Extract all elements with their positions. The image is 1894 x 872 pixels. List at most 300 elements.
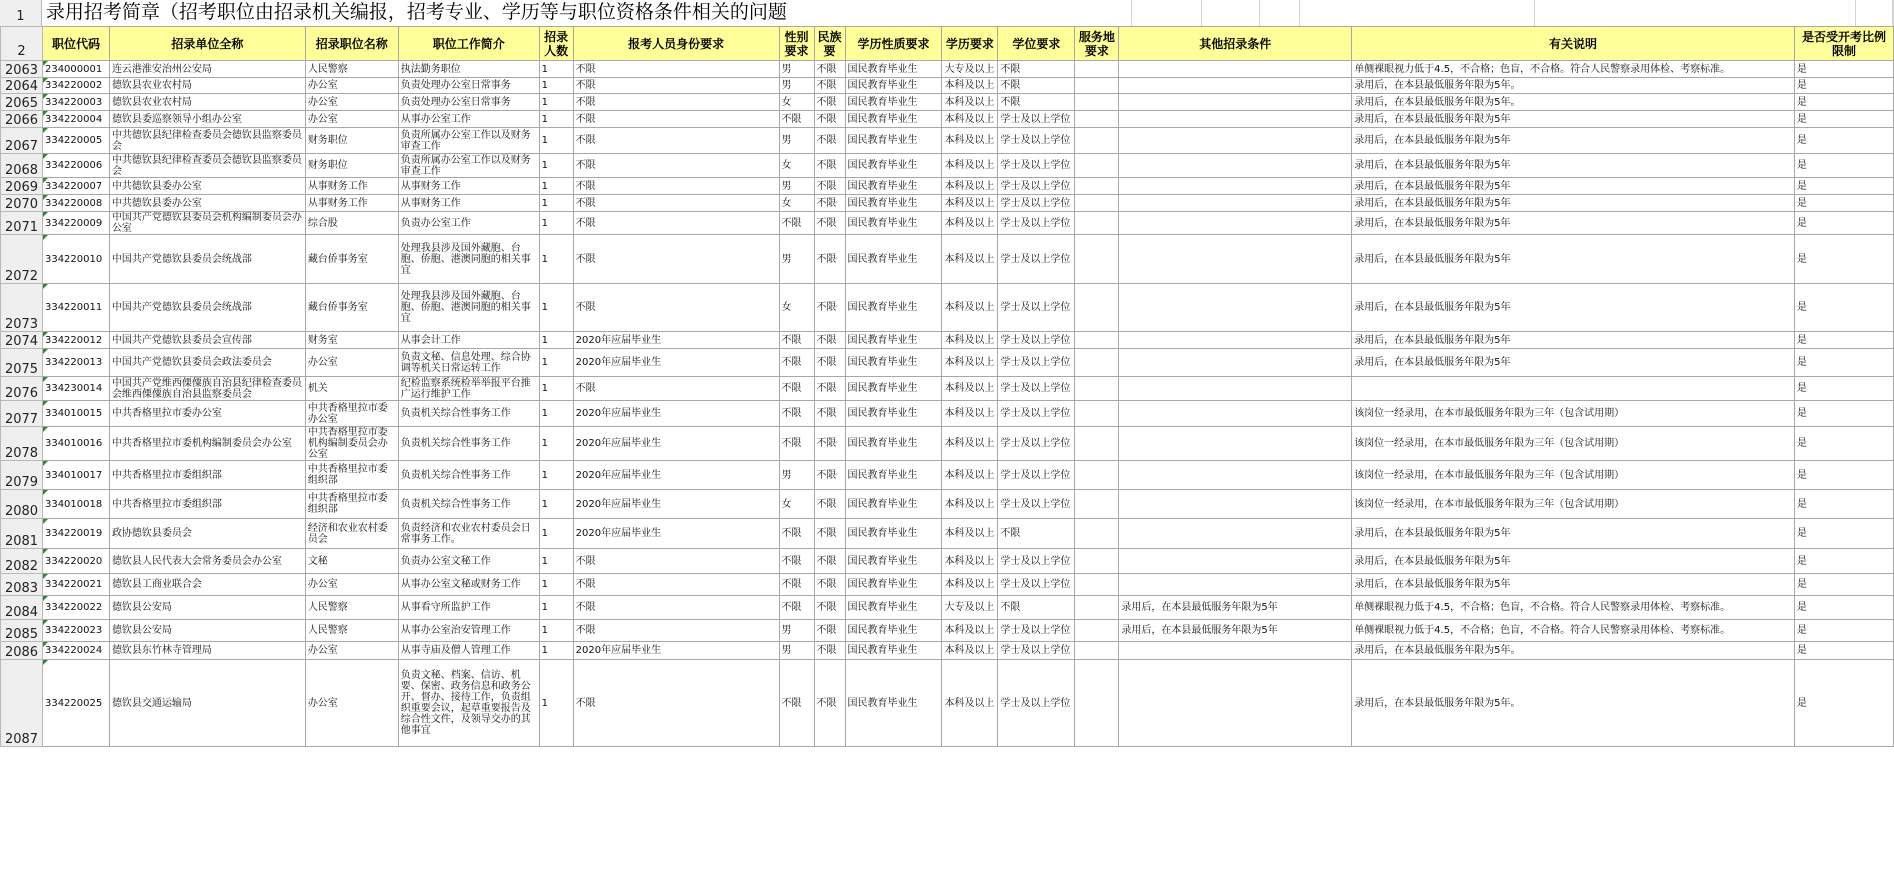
cell-service-area[interactable] xyxy=(1075,94,1119,111)
cell-other[interactable] xyxy=(1119,574,1352,596)
cell-code[interactable]: 334220004 xyxy=(42,111,109,128)
cell-ratio[interactable]: 是 xyxy=(1794,332,1893,349)
cell-count[interactable]: 1 xyxy=(539,178,573,195)
cell-ratio[interactable]: 是 xyxy=(1794,620,1893,642)
cell-duties[interactable]: 负责机关综合性事务工作 xyxy=(398,427,539,461)
cell-code[interactable]: 334220006 xyxy=(42,154,109,178)
cell-gender[interactable]: 男 xyxy=(779,128,814,154)
cell-degree[interactable]: 学士及以上学位 xyxy=(998,620,1075,642)
cell-identity[interactable]: 2020年应届毕业生 xyxy=(573,461,779,490)
cell-duties[interactable]: 负责办公室工作 xyxy=(398,212,539,235)
cell-gender[interactable]: 男 xyxy=(779,235,814,284)
cell-identity[interactable]: 2020年应届毕业生 xyxy=(573,349,779,377)
cell-unit[interactable]: 政协德钦县委员会 xyxy=(109,519,305,549)
cell-code[interactable]: 334220023 xyxy=(42,620,109,642)
cell-unit[interactable]: 德钦县人民代表大会常务委员会办公室 xyxy=(109,549,305,574)
cell-code[interactable]: 334010018 xyxy=(42,490,109,519)
cell-notes[interactable]: 录用后，在本县最低服务年限为5年。 xyxy=(1352,660,1795,747)
cell-position[interactable]: 综合股 xyxy=(305,212,398,235)
cell-edu-type[interactable]: 国民教育毕业生 xyxy=(845,401,942,427)
cell-ratio[interactable]: 是 xyxy=(1794,377,1893,401)
cell-edu-type[interactable]: 国民教育毕业生 xyxy=(845,574,942,596)
cell-unit[interactable]: 连云港淮安治州公安局 xyxy=(109,61,305,78)
cell-edu-level[interactable]: 本科及以上 xyxy=(942,154,998,178)
cell-count[interactable]: 1 xyxy=(539,332,573,349)
cell-ratio[interactable]: 是 xyxy=(1794,519,1893,549)
cell-code[interactable]: 334220013 xyxy=(42,349,109,377)
cell-ethnicity[interactable]: 不限 xyxy=(814,111,845,128)
cell-code[interactable]: 334220024 xyxy=(42,642,109,660)
cell-service-area[interactable] xyxy=(1075,61,1119,78)
cell-other[interactable]: 录用后，在本县最低服务年限为5年 xyxy=(1119,620,1352,642)
cell-unit[interactable]: 中国共产党德钦县委员会统战部 xyxy=(109,284,305,332)
cell-ethnicity[interactable]: 不限 xyxy=(814,178,845,195)
row-number[interactable]: 2077 xyxy=(1,401,43,427)
cell-edu-level[interactable]: 本科及以上 xyxy=(942,212,998,235)
cell-code[interactable]: 334010017 xyxy=(42,461,109,490)
row-number[interactable]: 2070 xyxy=(1,195,43,212)
cell-count[interactable]: 1 xyxy=(539,549,573,574)
cell-duties[interactable]: 负责机关综合性事务工作 xyxy=(398,401,539,427)
row-number[interactable]: 2082 xyxy=(1,549,43,574)
cell-duties[interactable]: 从事财务工作 xyxy=(398,195,539,212)
cell-other[interactable] xyxy=(1119,61,1352,78)
cell-notes[interactable]: 录用后，在本县最低服务年限为5年 xyxy=(1352,195,1795,212)
cell-edu-level[interactable]: 本科及以上 xyxy=(942,427,998,461)
row-number[interactable]: 2071 xyxy=(1,212,43,235)
sheet-title[interactable]: 录用招考简章（招考职位由招录机关编报，招考专业、学历等与职位资格条件相关的问题 xyxy=(42,0,1132,26)
cell-other[interactable] xyxy=(1119,235,1352,284)
cell-code[interactable]: 334220012 xyxy=(42,332,109,349)
cell-code[interactable]: 234000001 xyxy=(42,61,109,78)
cell-identity[interactable]: 2020年应届毕业生 xyxy=(573,401,779,427)
cell-gender[interactable]: 不限 xyxy=(779,111,814,128)
cell-code[interactable]: 334220009 xyxy=(42,212,109,235)
row-number[interactable]: 2073 xyxy=(1,284,43,332)
cell-position[interactable]: 办公室 xyxy=(305,642,398,660)
cell-count[interactable]: 1 xyxy=(539,128,573,154)
cell-edu-type[interactable]: 国民教育毕业生 xyxy=(845,549,942,574)
cell-identity[interactable]: 不限 xyxy=(573,596,779,620)
cell-count[interactable]: 1 xyxy=(539,660,573,747)
cell-count[interactable]: 1 xyxy=(539,461,573,490)
row-number[interactable]: 2078 xyxy=(1,427,43,461)
cell-notes[interactable]: 录用后，在本县最低服务年限为5年 xyxy=(1352,212,1795,235)
cell-ratio[interactable]: 是 xyxy=(1794,427,1893,461)
cell-ethnicity[interactable]: 不限 xyxy=(814,284,845,332)
cell-identity[interactable]: 不限 xyxy=(573,574,779,596)
cell-gender[interactable]: 男 xyxy=(779,620,814,642)
cell-ethnicity[interactable]: 不限 xyxy=(814,195,845,212)
cell-other[interactable] xyxy=(1119,78,1352,94)
cell-edu-level[interactable]: 本科及以上 xyxy=(942,78,998,94)
cell-position[interactable]: 中共香格里拉市委机构编制委员会办公室 xyxy=(305,427,398,461)
cell-ratio[interactable]: 是 xyxy=(1794,154,1893,178)
col-header-other[interactable]: 其他招录条件 xyxy=(1119,27,1352,61)
cell-ratio[interactable]: 是 xyxy=(1794,549,1893,574)
cell-service-area[interactable] xyxy=(1075,78,1119,94)
cell-code[interactable]: 334220020 xyxy=(42,549,109,574)
cell-position[interactable]: 办公室 xyxy=(305,349,398,377)
cell-ethnicity[interactable]: 不限 xyxy=(814,461,845,490)
cell-code[interactable]: 334220011 xyxy=(42,284,109,332)
cell-degree[interactable]: 不限 xyxy=(998,78,1075,94)
cell-duties[interactable]: 负责办公室文秘工作 xyxy=(398,549,539,574)
cell-degree[interactable]: 学士及以上学位 xyxy=(998,235,1075,284)
cell-position[interactable]: 中共香格里拉市委组织部 xyxy=(305,490,398,519)
cell-code[interactable]: 334220002 xyxy=(42,78,109,94)
cell-edu-type[interactable]: 国民教育毕业生 xyxy=(845,519,942,549)
cell-degree[interactable]: 学士及以上学位 xyxy=(998,195,1075,212)
cell-degree[interactable]: 学士及以上学位 xyxy=(998,332,1075,349)
cell-edu-level[interactable]: 本科及以上 xyxy=(942,660,998,747)
cell-edu-level[interactable]: 本科及以上 xyxy=(942,284,998,332)
cell-position[interactable]: 藏台侨事务室 xyxy=(305,235,398,284)
cell-count[interactable]: 1 xyxy=(539,235,573,284)
cell-unit[interactable]: 中共香格里拉市委办公室 xyxy=(109,401,305,427)
cell-ethnicity[interactable]: 不限 xyxy=(814,61,845,78)
cell-edu-type[interactable]: 国民教育毕业生 xyxy=(845,620,942,642)
row-number[interactable]: 2080 xyxy=(1,490,43,519)
row-number[interactable]: 1 xyxy=(0,0,42,26)
cell-ratio[interactable]: 是 xyxy=(1794,94,1893,111)
col-header-code[interactable]: 职位代码 xyxy=(42,27,109,61)
cell-code[interactable]: 334220010 xyxy=(42,235,109,284)
cell-edu-level[interactable]: 本科及以上 xyxy=(942,128,998,154)
cell-identity[interactable]: 不限 xyxy=(573,78,779,94)
cell-notes[interactable]: 录用后，在本县最低服务年限为5年 xyxy=(1352,154,1795,178)
cell-identity[interactable]: 不限 xyxy=(573,195,779,212)
col-header-edu-type[interactable]: 学历性质要求 xyxy=(845,27,942,61)
cell-unit[interactable]: 中国共产党德钦县委员会统战部 xyxy=(109,235,305,284)
cell-ratio[interactable]: 是 xyxy=(1794,401,1893,427)
cell-ratio[interactable]: 是 xyxy=(1794,642,1893,660)
cell-count[interactable]: 1 xyxy=(539,154,573,178)
cell-notes[interactable]: 录用后，在本县最低服务年限为5年 xyxy=(1352,519,1795,549)
cell-duties[interactable]: 负责处理办公室日常事务 xyxy=(398,78,539,94)
cell-service-area[interactable] xyxy=(1075,128,1119,154)
cell-edu-type[interactable]: 国民教育毕业生 xyxy=(845,660,942,747)
row-number[interactable]: 2069 xyxy=(1,178,43,195)
cell-unit[interactable]: 德钦县公安局 xyxy=(109,596,305,620)
cell-notes[interactable]: 录用后，在本县最低服务年限为5年 xyxy=(1352,284,1795,332)
cell-duties[interactable]: 负责文秘、档案、信访、机要、保密、政务信息和政务公开、督办、接待工作，负责组织重要会议，起草重要报告及综合性文件，及领导交办的其他事宜 xyxy=(398,660,539,747)
cell-position[interactable]: 藏台侨事务室 xyxy=(305,284,398,332)
cell-service-area[interactable] xyxy=(1075,427,1119,461)
cell-edu-type[interactable]: 国民教育毕业生 xyxy=(845,235,942,284)
cell-edu-type[interactable]: 国民教育毕业生 xyxy=(845,61,942,78)
cell-degree[interactable]: 学士及以上学位 xyxy=(998,490,1075,519)
cell-edu-type[interactable]: 国民教育毕业生 xyxy=(845,490,942,519)
cell-position[interactable]: 文秘 xyxy=(305,549,398,574)
cell-other[interactable] xyxy=(1119,660,1352,747)
cell-notes[interactable]: 单侧裸眼视力低于4.5，不合格；色盲，不合格。符合人民警察录用体检、考察标准。 xyxy=(1352,596,1795,620)
cell-duties[interactable]: 从事看守所监护工作 xyxy=(398,596,539,620)
cell-degree[interactable]: 学士及以上学位 xyxy=(998,549,1075,574)
cell-degree[interactable]: 学士及以上学位 xyxy=(998,401,1075,427)
cell-other[interactable] xyxy=(1119,377,1352,401)
col-header-position[interactable]: 招录职位名称 xyxy=(305,27,398,61)
cell-other[interactable] xyxy=(1119,642,1352,660)
cell-count[interactable]: 1 xyxy=(539,596,573,620)
cell-notes[interactable]: 该岗位一经录用，在本市最低服务年限为三年（包含试用期） xyxy=(1352,490,1795,519)
cell-notes[interactable]: 录用后，在本县最低服务年限为5年 xyxy=(1352,574,1795,596)
cell-ethnicity[interactable]: 不限 xyxy=(814,401,845,427)
cell-count[interactable]: 1 xyxy=(539,195,573,212)
cell-identity[interactable]: 2020年应届毕业生 xyxy=(573,332,779,349)
cell-other[interactable] xyxy=(1119,128,1352,154)
cell-unit[interactable]: 中国共产党德钦县委员会宣传部 xyxy=(109,332,305,349)
cell-other[interactable] xyxy=(1119,427,1352,461)
col-header-service-area[interactable]: 服务地要求 xyxy=(1075,27,1119,61)
cell-service-area[interactable] xyxy=(1075,549,1119,574)
col-header-edu-level[interactable]: 学历要求 xyxy=(942,27,998,61)
cell-code[interactable]: 334230014 xyxy=(42,377,109,401)
cell-duties[interactable]: 执法勤务职位 xyxy=(398,61,539,78)
cell-identity[interactable]: 不限 xyxy=(573,61,779,78)
cell-unit[interactable]: 德钦县农业农村局 xyxy=(109,94,305,111)
cell-edu-type[interactable]: 国民教育毕业生 xyxy=(845,642,942,660)
cell-service-area[interactable] xyxy=(1075,111,1119,128)
cell-unit[interactable]: 中共德钦县委办公室 xyxy=(109,178,305,195)
cell-code[interactable]: 334220007 xyxy=(42,178,109,195)
cell-ratio[interactable]: 是 xyxy=(1794,660,1893,747)
cell-identity[interactable]: 2020年应届毕业生 xyxy=(573,519,779,549)
cell-notes[interactable]: 录用后，在本县最低服务年限为5年。 xyxy=(1352,94,1795,111)
cell-code[interactable]: 334010016 xyxy=(42,427,109,461)
cell-edu-level[interactable]: 本科及以上 xyxy=(942,94,998,111)
cell-count[interactable]: 1 xyxy=(539,284,573,332)
cell-service-area[interactable] xyxy=(1075,154,1119,178)
cell-identity[interactable]: 2020年应届毕业生 xyxy=(573,642,779,660)
cell-other[interactable] xyxy=(1119,212,1352,235)
cell-code[interactable]: 334220025 xyxy=(42,660,109,747)
cell-degree[interactable]: 不限 xyxy=(998,596,1075,620)
cell-position[interactable]: 财务室 xyxy=(305,332,398,349)
cell-gender[interactable]: 不限 xyxy=(779,660,814,747)
cell-duties[interactable]: 处理我县涉及国外藏胞、台胞、侨胞、港澳同胞的相关事宜 xyxy=(398,235,539,284)
cell-count[interactable]: 1 xyxy=(539,212,573,235)
cell-edu-level[interactable]: 本科及以上 xyxy=(942,574,998,596)
cell-position[interactable]: 机关 xyxy=(305,377,398,401)
cell-code[interactable]: 334220003 xyxy=(42,94,109,111)
cell-degree[interactable]: 不限 xyxy=(998,61,1075,78)
row-number[interactable]: 2085 xyxy=(1,620,43,642)
cell-notes[interactable]: 录用后，在本县最低服务年限为5年。 xyxy=(1352,78,1795,94)
cell-ratio[interactable]: 是 xyxy=(1794,78,1893,94)
cell-service-area[interactable] xyxy=(1075,178,1119,195)
cell-position[interactable]: 财务职位 xyxy=(305,128,398,154)
cell-edu-level[interactable]: 本科及以上 xyxy=(942,332,998,349)
cell-ethnicity[interactable]: 不限 xyxy=(814,596,845,620)
cell-edu-level[interactable]: 本科及以上 xyxy=(942,178,998,195)
cell-notes[interactable]: 录用后，在本县最低服务年限为5年 xyxy=(1352,332,1795,349)
col-header-ethnicity[interactable]: 民族要 xyxy=(814,27,845,61)
row-number[interactable]: 2087 xyxy=(1,660,43,747)
cell-gender[interactable]: 男 xyxy=(779,78,814,94)
cell-unit[interactable]: 中共德钦县纪律检查委员会德钦县监察委员会 xyxy=(109,128,305,154)
cell-duties[interactable]: 从事办公室工作 xyxy=(398,111,539,128)
cell-duties[interactable]: 从事办公室治安管理工作 xyxy=(398,620,539,642)
cell-degree[interactable]: 学士及以上学位 xyxy=(998,660,1075,747)
cell-unit[interactable]: 德钦县公安局 xyxy=(109,620,305,642)
cell-service-area[interactable] xyxy=(1075,284,1119,332)
cell-position[interactable]: 办公室 xyxy=(305,94,398,111)
cell-duties[interactable]: 纪检监察系统检举举报平台推广运行维护工作 xyxy=(398,377,539,401)
cell-ethnicity[interactable]: 不限 xyxy=(814,642,845,660)
cell-service-area[interactable] xyxy=(1075,349,1119,377)
cell-edu-type[interactable]: 国民教育毕业生 xyxy=(845,195,942,212)
cell-edu-type[interactable]: 国民教育毕业生 xyxy=(845,332,942,349)
cell-notes[interactable]: 录用后，在本县最低服务年限为5年 xyxy=(1352,111,1795,128)
cell-notes[interactable]: 单侧裸眼视力低于4.5，不合格；色盲，不合格。符合人民警察录用体检、考察标准。 xyxy=(1352,620,1795,642)
cell-gender[interactable]: 男 xyxy=(779,461,814,490)
cell-service-area[interactable] xyxy=(1075,660,1119,747)
cell-service-area[interactable] xyxy=(1075,461,1119,490)
cell-gender[interactable]: 不限 xyxy=(779,549,814,574)
cell-position[interactable]: 人民警察 xyxy=(305,596,398,620)
cell-edu-level[interactable]: 大专及以上 xyxy=(942,596,998,620)
cell-service-area[interactable] xyxy=(1075,332,1119,349)
cell-identity[interactable]: 不限 xyxy=(573,620,779,642)
cell-ethnicity[interactable]: 不限 xyxy=(814,490,845,519)
cell-position[interactable]: 办公室 xyxy=(305,111,398,128)
cell-ethnicity[interactable]: 不限 xyxy=(814,94,845,111)
cell-notes[interactable]: 录用后，在本县最低服务年限为5年 xyxy=(1352,235,1795,284)
cell-ratio[interactable]: 是 xyxy=(1794,490,1893,519)
cell-identity[interactable]: 不限 xyxy=(573,212,779,235)
cell-unit[interactable]: 中国共产党德钦县委员会政法委员会 xyxy=(109,349,305,377)
cell-count[interactable]: 1 xyxy=(539,490,573,519)
cell-other[interactable] xyxy=(1119,490,1352,519)
cell-ratio[interactable]: 是 xyxy=(1794,235,1893,284)
cell-edu-type[interactable]: 国民教育毕业生 xyxy=(845,154,942,178)
cell-gender[interactable]: 不限 xyxy=(779,596,814,620)
row-number[interactable]: 2 xyxy=(1,27,43,61)
cell-other[interactable] xyxy=(1119,111,1352,128)
cell-edu-level[interactable]: 本科及以上 xyxy=(942,349,998,377)
cell-unit[interactable]: 德钦县工商业联合会 xyxy=(109,574,305,596)
cell-other[interactable] xyxy=(1119,332,1352,349)
cell-service-area[interactable] xyxy=(1075,642,1119,660)
cell-code[interactable]: 334220008 xyxy=(42,195,109,212)
cell-degree[interactable]: 学士及以上学位 xyxy=(998,128,1075,154)
row-number[interactable]: 2072 xyxy=(1,235,43,284)
cell-notes[interactable]: 录用后，在本县最低服务年限为5年。 xyxy=(1352,642,1795,660)
cell-notes[interactable]: 该岗位一经录用，在本市最低服务年限为三年（包含试用期） xyxy=(1352,461,1795,490)
cell-code[interactable]: 334010015 xyxy=(42,401,109,427)
col-header-count[interactable]: 招录人数 xyxy=(539,27,573,61)
row-number[interactable]: 2075 xyxy=(1,349,43,377)
cell-gender[interactable]: 男 xyxy=(779,642,814,660)
cell-duties[interactable]: 负责处理办公室日常事务 xyxy=(398,94,539,111)
cell-ratio[interactable]: 是 xyxy=(1794,128,1893,154)
cell-service-area[interactable] xyxy=(1075,596,1119,620)
cell-other[interactable] xyxy=(1119,349,1352,377)
col-header-identity[interactable]: 报考人员身份要求 xyxy=(573,27,779,61)
cell-code[interactable]: 334220022 xyxy=(42,596,109,620)
cell-edu-type[interactable]: 国民教育毕业生 xyxy=(845,212,942,235)
cell-identity[interactable]: 不限 xyxy=(573,94,779,111)
cell-position[interactable]: 人民警察 xyxy=(305,61,398,78)
cell-count[interactable]: 1 xyxy=(539,401,573,427)
cell-gender[interactable]: 不限 xyxy=(779,212,814,235)
cell-unit[interactable]: 德钦县农业农村局 xyxy=(109,78,305,94)
cell-count[interactable]: 1 xyxy=(539,642,573,660)
cell-gender[interactable]: 女 xyxy=(779,195,814,212)
cell-service-area[interactable] xyxy=(1075,519,1119,549)
cell-gender[interactable]: 不限 xyxy=(779,349,814,377)
row-number[interactable]: 2066 xyxy=(1,111,43,128)
cell-notes[interactable]: 录用后，在本县最低服务年限为5年 xyxy=(1352,349,1795,377)
cell-identity[interactable]: 不限 xyxy=(573,128,779,154)
cell-notes[interactable]: 录用后，在本县最低服务年限为5年 xyxy=(1352,178,1795,195)
row-number[interactable]: 2063 xyxy=(1,61,43,78)
cell-ratio[interactable]: 是 xyxy=(1794,178,1893,195)
col-header-degree[interactable]: 学位要求 xyxy=(998,27,1075,61)
cell-unit[interactable]: 德钦县东竹林寺管理局 xyxy=(109,642,305,660)
cell-edu-type[interactable]: 国民教育毕业生 xyxy=(845,461,942,490)
cell-unit[interactable]: 中共香格里拉市委机构编制委员会办公室 xyxy=(109,427,305,461)
cell-position[interactable]: 办公室 xyxy=(305,574,398,596)
row-number[interactable]: 2074 xyxy=(1,332,43,349)
cell-degree[interactable]: 不限 xyxy=(998,519,1075,549)
row-number[interactable]: 2068 xyxy=(1,154,43,178)
cell-position[interactable]: 从事财务工作 xyxy=(305,195,398,212)
cell-position[interactable]: 经济和农业农村委员会 xyxy=(305,519,398,549)
cell-ethnicity[interactable]: 不限 xyxy=(814,519,845,549)
cell-ethnicity[interactable]: 不限 xyxy=(814,128,845,154)
cell-duties[interactable]: 处理我县涉及国外藏胞、台胞、侨胞、港澳同胞的相关事宜 xyxy=(398,284,539,332)
cell-duties[interactable]: 负责机关综合性事务工作 xyxy=(398,461,539,490)
cell-edu-type[interactable]: 国民教育毕业生 xyxy=(845,596,942,620)
cell-duties[interactable]: 负责文秘、信息处理、综合协调等机关日常运转工作 xyxy=(398,349,539,377)
cell-other[interactable] xyxy=(1119,284,1352,332)
cell-ethnicity[interactable]: 不限 xyxy=(814,212,845,235)
cell-duties[interactable]: 从事办公室文秘或财务工作 xyxy=(398,574,539,596)
cell-degree[interactable]: 学士及以上学位 xyxy=(998,178,1075,195)
cell-degree[interactable]: 学士及以上学位 xyxy=(998,349,1075,377)
cell-service-area[interactable] xyxy=(1075,490,1119,519)
cell-edu-type[interactable]: 国民教育毕业生 xyxy=(845,284,942,332)
cell-identity[interactable]: 不限 xyxy=(573,111,779,128)
row-number[interactable]: 2083 xyxy=(1,574,43,596)
cell-edu-level[interactable]: 本科及以上 xyxy=(942,642,998,660)
cell-ethnicity[interactable]: 不限 xyxy=(814,78,845,94)
cell-count[interactable]: 1 xyxy=(539,620,573,642)
cell-service-area[interactable] xyxy=(1075,195,1119,212)
cell-identity[interactable]: 不限 xyxy=(573,549,779,574)
cell-edu-level[interactable]: 本科及以上 xyxy=(942,195,998,212)
cell-code[interactable]: 334220021 xyxy=(42,574,109,596)
cell-ethnicity[interactable]: 不限 xyxy=(814,660,845,747)
cell-position[interactable]: 从事财务工作 xyxy=(305,178,398,195)
cell-gender[interactable]: 不限 xyxy=(779,574,814,596)
cell-ethnicity[interactable]: 不限 xyxy=(814,377,845,401)
cell-unit[interactable]: 中国共产党维西傈僳族自治县纪律检查委员会维西傈僳族自治县监察委员会 xyxy=(109,377,305,401)
cell-notes[interactable]: 录用后，在本县最低服务年限为5年 xyxy=(1352,549,1795,574)
cell-edu-level[interactable]: 本科及以上 xyxy=(942,620,998,642)
cell-count[interactable]: 1 xyxy=(539,349,573,377)
cell-edu-level[interactable]: 本科及以上 xyxy=(942,461,998,490)
cell-service-area[interactable] xyxy=(1075,401,1119,427)
cell-gender[interactable]: 男 xyxy=(779,61,814,78)
cell-unit[interactable]: 中共德钦县纪律检查委员会德钦县监察委员会 xyxy=(109,154,305,178)
cell-ratio[interactable]: 是 xyxy=(1794,111,1893,128)
cell-ethnicity[interactable]: 不限 xyxy=(814,332,845,349)
row-number[interactable]: 2084 xyxy=(1,596,43,620)
row-number[interactable]: 2081 xyxy=(1,519,43,549)
